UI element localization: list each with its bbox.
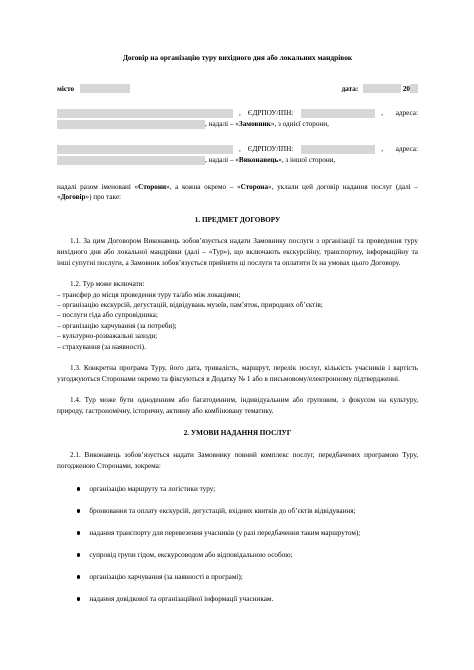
city-field: [57, 84, 130, 95]
customer-edrpou-blank[interactable]: [301, 109, 375, 118]
services-list: [57, 484, 418, 604]
contractor-suffix-post: », з іншої сторони,: [278, 155, 336, 164]
city-label: місто: [57, 84, 75, 93]
contractor-edrpou-label: ЄДРПОУ/ІПН:: [247, 145, 294, 154]
section-2-heading: 2. УМОВИ НАДАННЯ ПОСЛУГ: [183, 429, 292, 438]
customer-suffix-post: », з однієї сторони,: [270, 119, 329, 128]
bullet-icon: [77, 531, 80, 534]
customer-role: Замовник: [238, 119, 271, 128]
contractor-edrpou-blank[interactable]: [301, 145, 375, 154]
list-item: надання транспорту для перевезення учасників (у разі передбачення таким маршрутом);: [77, 528, 418, 538]
clause-1-2-heading: 1.2. Тур може включати:: [70, 280, 145, 289]
contractor-role: Виконавець: [238, 155, 279, 164]
party-customer: , ЄДРПОУ/ІПН: , адреса: , надалі – « Замовник », з однієї сторони,: [57, 108, 418, 129]
bullet-icon: [77, 575, 80, 578]
list-item: супровід групи гідом, екскурсоводом або відповідальною особою;: [77, 550, 418, 560]
list-item: – послуги гіда або супровідника;: [57, 311, 158, 320]
contractor-address-blank[interactable]: [57, 156, 205, 165]
clause-1-4: 1.4. Тур може бути одноденним або багатоденним, індивідуальним або груповим, з фокусом на культуру, природу, гастрономічну, історичну, активну або комбіновану тематику.: [57, 396, 418, 415]
document-title: Договір на організацію туру вихідного дня або локальних мандрівок: [122, 53, 353, 62]
party-contractor: , ЄДРПОУ/ІПН: , адреса: , надалі – « Виконавець », з іншої сторони,: [57, 144, 418, 165]
date-field: [342, 84, 418, 95]
bullet-icon: [77, 509, 80, 512]
list-item: – організацію харчування (за потреби);: [57, 321, 177, 330]
contractor-address-label: адреса:: [395, 145, 418, 154]
year-prefix: 20: [402, 84, 410, 93]
year-blank[interactable]: [410, 84, 418, 93]
city-date-row: [57, 84, 418, 95]
list-item: організацію харчування (за наявності в програмі);: [77, 572, 418, 582]
clause-1-2: [57, 279, 418, 352]
list-item: організацію маршруту та логістики туру;: [77, 484, 418, 494]
clause-2-1: 2.1. Виконавець зобов’язується надати Замовнику повний комплекс послуг, передбачених програмою Туру, погодженою Сторонами, зокрема:: [57, 450, 418, 470]
customer-suffix-pre: , надалі – «: [205, 119, 239, 128]
date-blank[interactable]: [363, 84, 401, 93]
list-item: бронювання та оплату екскурсій, дегустацій, вхідних квитків до об’єктів відвідування;: [77, 506, 418, 516]
date-label: дата:: [341, 84, 359, 93]
section-1-heading: 1. ПРЕДМЕТ ДОГОВОРУ: [194, 215, 281, 224]
list-item: – страхування (за наявності).: [57, 342, 146, 351]
customer-address-blank[interactable]: [57, 120, 205, 129]
contractor-suffix-pre: , надалі – «: [205, 155, 239, 164]
bullet-icon: [77, 487, 80, 490]
contractor-name-blank[interactable]: [57, 145, 233, 154]
city-blank[interactable]: [80, 84, 130, 93]
list-item: – організацію екскурсій, дегустацій, відвідувань музеїв, пам’яток, природних об’єктів;: [57, 300, 323, 309]
customer-name-blank[interactable]: [57, 109, 233, 118]
clause-1-1: 1.1. За цим Договором Виконавець зобов’язується надати Замовнику послуги з організації та проведення туру вихідного дня або локальної мандрівки (далі – «Тур»), що включають екскурсійну, транспортну, інформаційну та інші супутні послуги, а Замовник зобов’язується прийняти ці послуги та оплатити їх на умовах цього Договору.: [57, 237, 418, 267]
clause-1-3: 1.3. Конкретна програма Туру, його дата, тривалість, маршрут, перелік послуг, кількість учасників і вартість узгоджуються Сторонами окремо та фіксуються в Додатку № 1 або в письмовому/електронному підтвердженні.: [57, 363, 418, 383]
list-item: надання довідкової та організаційної інформації учасникам.: [77, 594, 418, 604]
customer-edrpou-label: ЄДРПОУ/ІПН:: [247, 109, 294, 118]
bullet-icon: [77, 597, 80, 600]
list-item: – трансфер до місця проведення туру та/або між локаціями;: [57, 290, 241, 299]
intro-paragraph: надалі разом іменовані «Сторони», а кожна окремо – «Сторона», уклали цей договір надання послуг (далі – «Договір») про таке:: [57, 182, 418, 202]
customer-address-label: адреса:: [395, 109, 418, 118]
list-item: – культурно-розважальні заходи;: [57, 332, 158, 341]
bullet-icon: [77, 553, 80, 556]
